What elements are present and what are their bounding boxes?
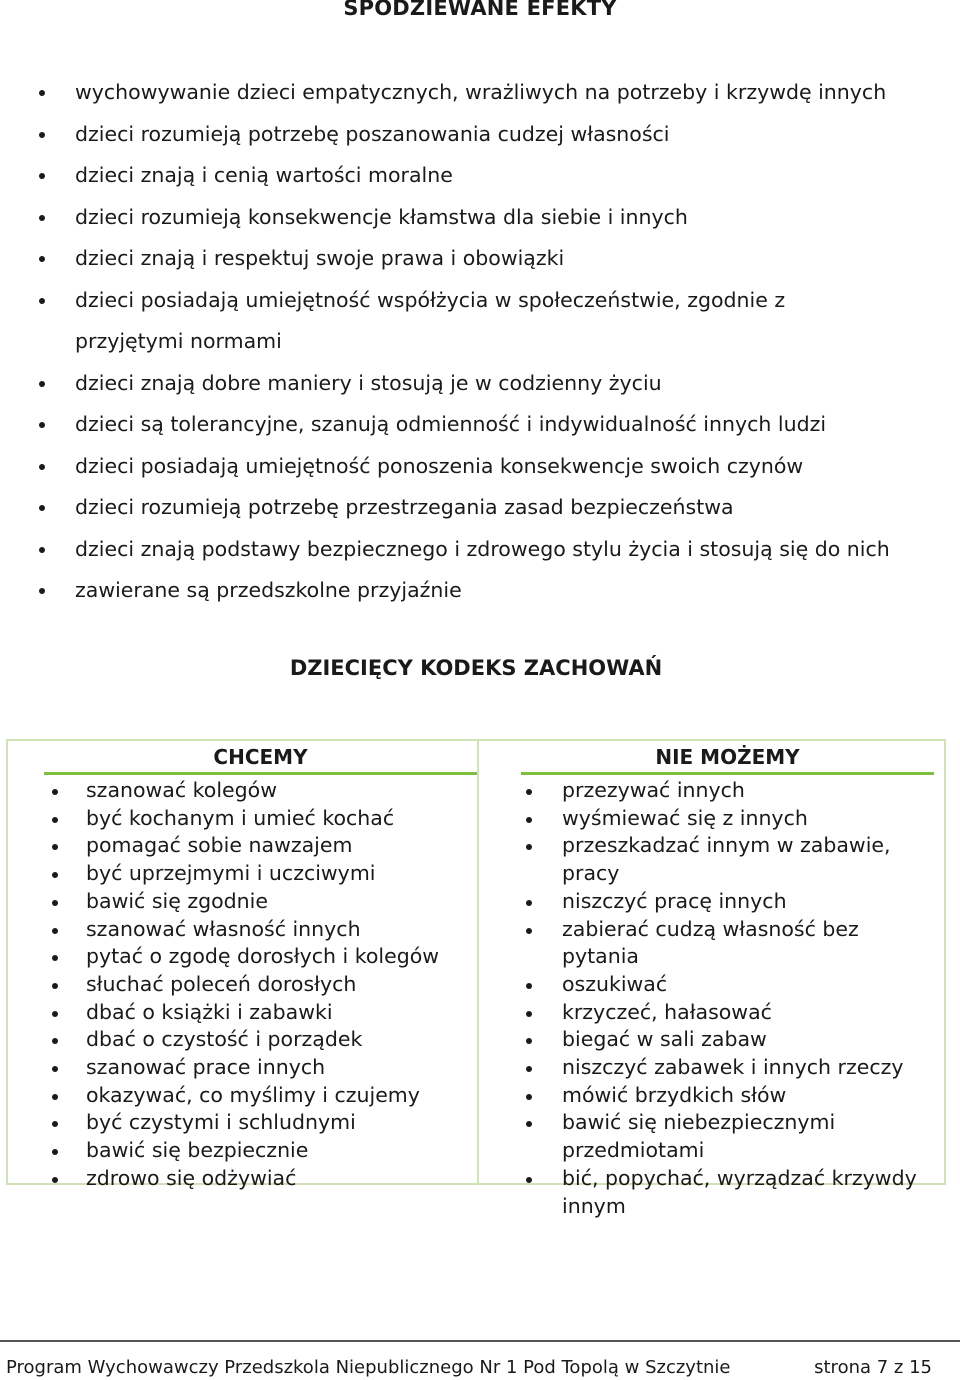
bullet-icon — [52, 844, 58, 850]
must-not-column — [479, 741, 946, 1220]
list-item — [0, 114, 895, 156]
bullet-icon — [526, 983, 532, 989]
list-item — [8, 1054, 477, 1082]
list-item-text: dzieci znają i cenią wartości moralne — [75, 163, 453, 187]
list-item — [0, 238, 895, 280]
footer-program-title: Program Wychowawczy Przedszkola Niepublicznego Nr 1 Pod Topolą w Szczytnie — [6, 1357, 731, 1378]
list-item-text: dzieci znają podstawy bezpiecznego i zdrowego stylu życia i stosują się do nich — [75, 536, 890, 561]
bullet-icon — [52, 817, 58, 823]
list-item — [0, 155, 895, 197]
bullet-icon — [526, 1038, 532, 1044]
bullet-icon — [52, 1038, 58, 1044]
must-not-list — [479, 777, 946, 1220]
list-item-text: dzieci rozumieją potrzebę przestrzegania zasad bezpieczeństwa — [75, 495, 734, 519]
bullet-icon — [39, 588, 45, 594]
section-heading: DZIECIĘCY KODEKS ZACHOWAŃ — [289, 656, 663, 680]
list-item — [479, 916, 946, 971]
list-item-text: niszczyć pracę innych — [562, 888, 787, 913]
list-item — [479, 971, 946, 999]
bullet-icon — [39, 215, 45, 221]
bullet-icon — [52, 1094, 58, 1100]
bullet-icon — [526, 817, 532, 823]
list-item — [0, 529, 895, 571]
bullet-icon — [526, 789, 532, 795]
list-item-text: bić, popychać, wyrządzać krzywdy innym — [562, 1165, 917, 1218]
list-item — [479, 1054, 946, 1082]
list-item — [479, 888, 946, 916]
list-item — [0, 487, 895, 529]
list-item-text: krzyczeć, hałasować — [562, 999, 772, 1024]
list-item — [8, 1165, 477, 1193]
list-item-text: szanować własność innych — [86, 916, 361, 941]
list-item — [8, 1137, 477, 1165]
bullet-icon — [52, 900, 58, 906]
list-item-text: wyśmiewać się z innych — [562, 805, 808, 830]
list-item-text: zdrowo się odżywiać — [86, 1165, 297, 1190]
list-item-text: dzieci są tolerancyjne, szanują odmienność i indywidualność innych ludzi — [75, 412, 827, 436]
list-item-text: bawić się niebezpiecznymi przedmiotami — [562, 1110, 836, 1163]
bullet-icon — [526, 844, 532, 850]
bullet-icon — [52, 1177, 58, 1183]
list-item-text: dzieci znają dobre maniery i stosują je w codzienny życiu — [75, 370, 662, 395]
bullet-icon — [39, 298, 45, 304]
list-item-text: dzieci posiadają umiejętność ponoszenia konsekwencje swoich czynów — [75, 453, 804, 478]
list-item — [479, 999, 946, 1027]
bullet-icon — [52, 1011, 58, 1017]
list-item — [0, 197, 895, 239]
must-not-column-header: NIE MOŻEMY — [521, 741, 934, 775]
list-item — [8, 805, 477, 833]
list-item-text: zabierać cudzą własność bez pytania — [562, 916, 859, 969]
bullet-icon — [52, 1121, 58, 1127]
bullet-icon — [526, 1011, 532, 1017]
effects-list — [0, 72, 895, 612]
list-item — [0, 280, 895, 363]
list-item — [479, 1109, 946, 1164]
bullet-icon — [526, 1121, 532, 1127]
list-item-text: być czystymi i schludnymi — [86, 1110, 356, 1135]
list-item — [8, 999, 477, 1027]
list-item — [0, 363, 895, 405]
want-column — [8, 741, 477, 1193]
list-item — [8, 1026, 477, 1054]
bullet-icon — [39, 505, 45, 511]
list-item-text: pomagać sobie nawzajem — [86, 833, 353, 858]
list-item — [8, 943, 477, 971]
bullet-icon — [39, 422, 45, 428]
list-item-text: dzieci posiadają umiejętność współżycia w społeczeństwie, zgodnie z przyjętymi normami — [75, 287, 786, 353]
list-item-text: słuchać poleceń dorosłych — [86, 971, 357, 996]
bullet-icon — [526, 1177, 532, 1183]
page-title: SPODZIEWANE EFEKTY — [343, 0, 617, 20]
bullet-icon — [39, 132, 45, 138]
page-number: strona 7 z 15 — [814, 1357, 932, 1378]
list-item-text: oszukiwać — [562, 971, 668, 996]
want-list — [8, 777, 477, 1193]
list-item-text: przezywać innych — [562, 778, 745, 802]
list-item-text: być uprzejmymi i uczciwymi — [86, 861, 376, 886]
bullet-icon — [52, 1149, 58, 1155]
list-item — [479, 1026, 946, 1054]
bullet-icon — [39, 90, 45, 96]
bullet-icon — [39, 381, 45, 387]
bullet-icon — [39, 464, 45, 470]
list-item — [0, 570, 895, 612]
list-item — [8, 832, 477, 860]
list-item — [8, 916, 477, 944]
list-item — [8, 888, 477, 916]
bullet-icon — [52, 872, 58, 878]
list-item-text: mówić brzydkich słów — [562, 1082, 787, 1107]
list-item — [0, 72, 895, 114]
list-item — [479, 777, 946, 805]
list-item — [8, 860, 477, 888]
bullet-icon — [39, 173, 45, 179]
list-item — [479, 1082, 946, 1110]
list-item-text: dzieci rozumieją konsekwencje kłamstwa dla siebie i innych — [75, 204, 688, 229]
bullet-icon — [39, 256, 45, 262]
bullet-icon — [52, 1066, 58, 1072]
list-item — [479, 805, 946, 833]
list-item-text: bawić się bezpiecznie — [86, 1138, 309, 1163]
list-item — [8, 1109, 477, 1137]
list-item-text: być kochanym i umieć kochać — [86, 805, 395, 830]
list-item-text: biegać w sali zabaw — [562, 1027, 767, 1052]
list-item-text: dbać o czystość i porządek — [86, 1027, 363, 1052]
want-column-header: CHCEMY — [44, 741, 477, 775]
bullet-icon — [52, 983, 58, 989]
bullet-icon — [52, 928, 58, 934]
list-item — [479, 832, 946, 887]
bullet-icon — [39, 547, 45, 553]
bullet-icon — [526, 1094, 532, 1100]
list-item-text: dzieci znają i respektuj swoje prawa i obowiązki — [75, 246, 565, 270]
bullet-icon — [52, 789, 58, 795]
bullet-icon — [526, 1066, 532, 1072]
list-item-text: bawić się zgodnie — [86, 888, 268, 913]
list-item-text: wychowywanie dzieci empatycznych, wrażliwych na potrzeby i krzywdę innych — [75, 80, 887, 104]
bullet-icon — [526, 928, 532, 934]
list-item — [479, 1165, 946, 1220]
behavior-code-table — [6, 739, 946, 1218]
list-item — [0, 404, 895, 446]
list-item — [8, 777, 477, 805]
list-item-text: szanować kolegów — [86, 778, 277, 802]
list-item — [8, 1082, 477, 1110]
list-item-text: dzieci rozumieją potrzebę poszanowania cudzej własności — [75, 121, 670, 146]
list-item — [8, 971, 477, 999]
list-item — [0, 446, 895, 488]
list-item-text: okazywać, co myślimy i czujemy — [86, 1082, 420, 1107]
bullet-icon — [52, 955, 58, 961]
footer-divider — [0, 1340, 960, 1342]
list-item-text: niszczyć zabawek i innych rzeczy — [562, 1055, 904, 1080]
bullet-icon — [526, 900, 532, 906]
list-item-text: pytać o zgodę dorosłych i kolegów — [86, 944, 440, 969]
list-item-text: dbać o książki i zabawki — [86, 999, 333, 1024]
list-item-text: zawierane są przedszkolne przyjaźnie — [75, 578, 462, 602]
list-item-text: szanować prace innych — [86, 1055, 326, 1080]
list-item-text: przeszkadzać innym w zabawie, pracy — [562, 833, 891, 886]
